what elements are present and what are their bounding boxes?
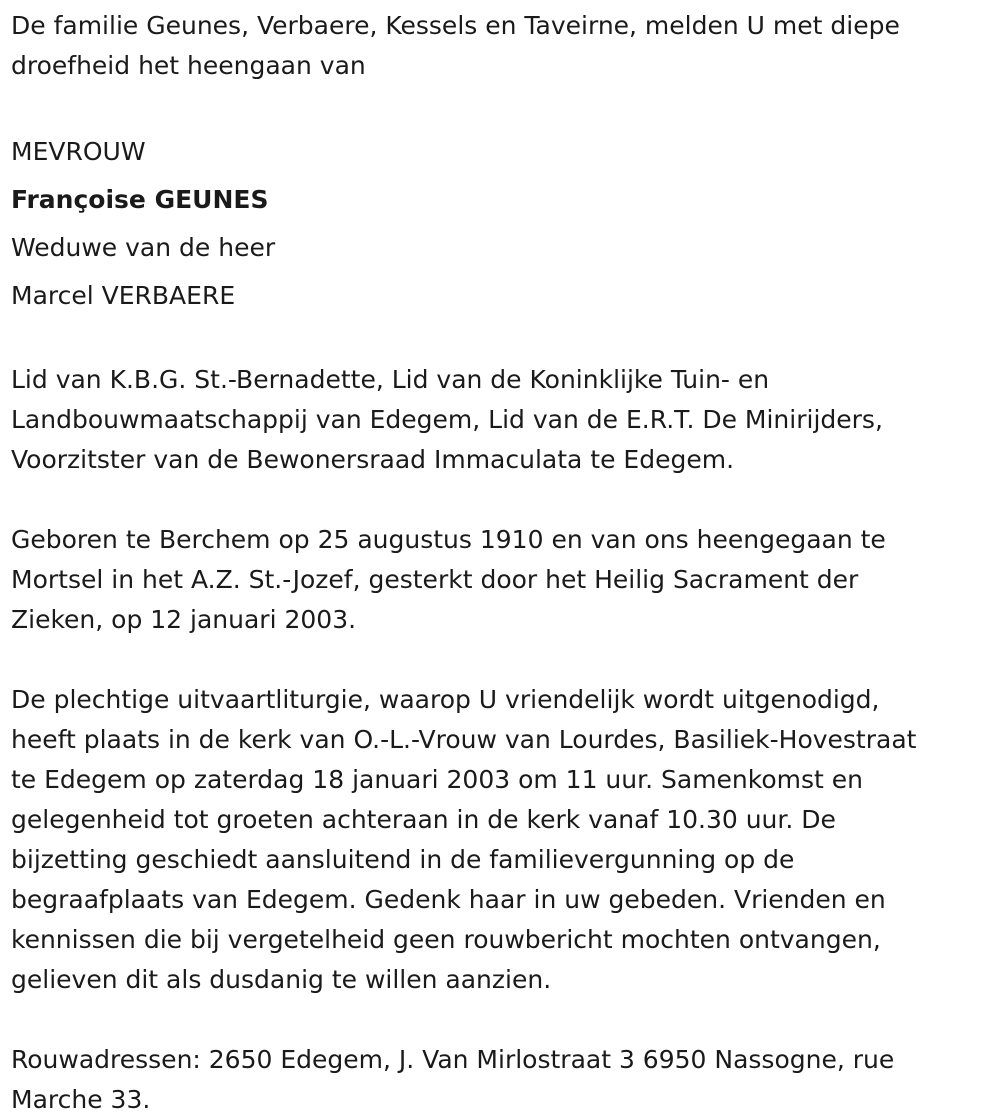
widow-line-1: Weduwe van de heer [11, 233, 276, 262]
intro-paragraph: De familie Geunes, Verbaere, Kessels en Taveirne, melden U met diepe droefheid het heengaan van [11, 11, 900, 80]
deceased-name: Françoise GEUNES [11, 185, 269, 214]
spacer [11, 1000, 988, 1040]
spacer [11, 320, 988, 360]
funeral-paragraph: De plechtige uitvaartliturgie, waarop U vriendelijk wordt uitgenodigd, heeft plaats in de kerk van O.-L.-Vrouw van Lourdes, Basiliek-Hovestraat te Edegem op zaterdag 18 januari 2003 om 11 uur. Samenkomst en gelegenheid tot groeten achteraan in de kerk vanaf 10.30 uur. De bijzetting geschiedt aansluitend in de familievergunning op de begraafplaats van Edegem. Gedenk haar in uw gebeden. Vrienden en kennissen die bij vergetelheid geen rouwbericht mochten ontvangen, gelieven dit als dusdanig te willen aanzien. [11, 685, 917, 994]
title-line: MEVROUW [11, 137, 146, 166]
memberships-paragraph: Lid van K.B.G. St.-Bernadette, Lid van de Koninklijke Tuin- en Landbouwmaatschappij van Edegem, Lid van de E.R.T. De Minirijders, Voorzitster van de Bewonersraad Immaculata te Edegem. [11, 365, 883, 474]
spacer [11, 86, 988, 128]
birth-death-paragraph: Geboren te Berchem op 25 augustus 1910 en van ons heengegaan te Mortsel in het A.Z. St.-Jozef, gesterkt door het Heilig Sacrament der Zieken, op 12 januari 2003. [11, 525, 886, 634]
widow-line-2: Marcel VERBAERE [11, 281, 236, 310]
addresses-paragraph: Rouwadressen: 2650 Edegem, J. Van Mirlostraat 3 6950 Nassogne, rue Marche 33. [11, 1045, 895, 1114]
spacer [11, 480, 988, 520]
spacer [11, 640, 988, 680]
